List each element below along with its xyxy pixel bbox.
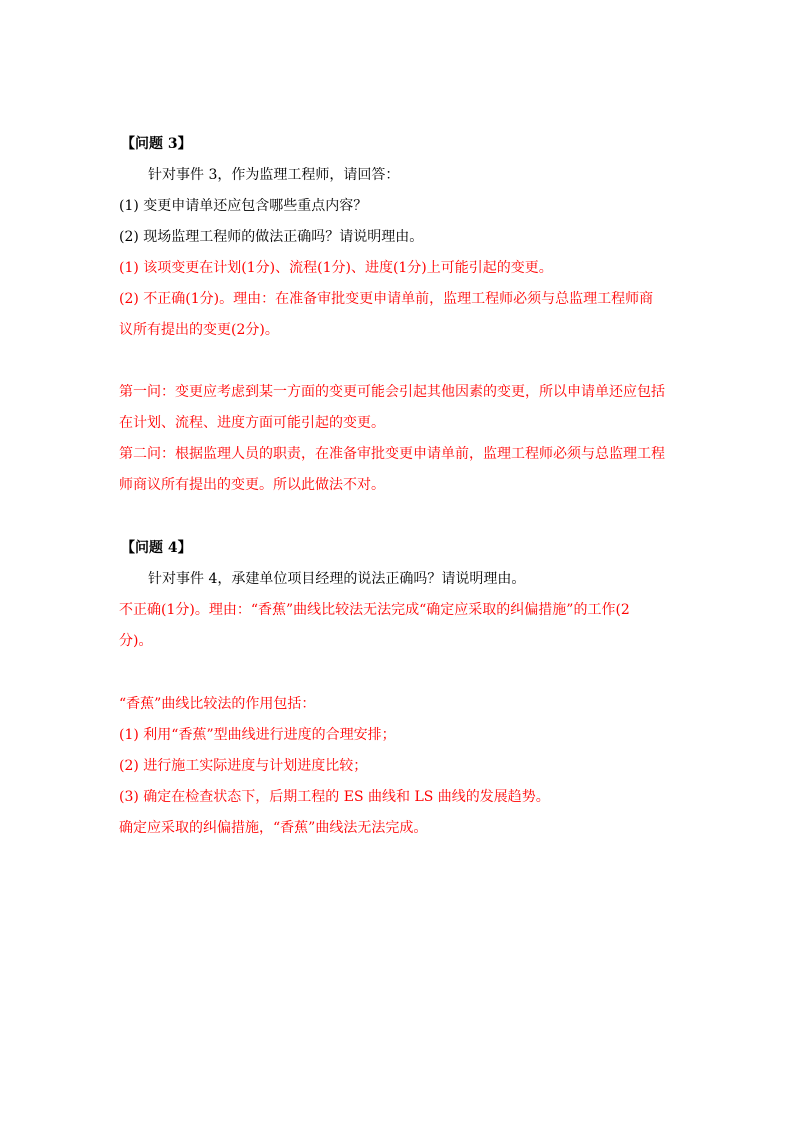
question-3-prompt: 针对事件 3，作为监理工程师，请回答： (148, 167, 400, 183)
question-4-list-item-2: (2) 进行施工实际进度与计划进度比较； (119, 758, 368, 774)
question-3-explanation-1-line-2: 在计划、流程、进度方面可能引起的变更。 (119, 415, 385, 431)
question-3-sub-question-2: (2) 现场监理工程师的做法正确吗？请说明理由。 (119, 229, 424, 245)
question-3-sub-question-1: (1) 变更申请单还应包含哪些重点内容？ (119, 198, 368, 214)
question-3-explanation-2-line-1: 第二问：根据监理人员的职责，在准备审批变更申请单前，监理工程师必须与总监理工程 (119, 446, 665, 462)
question-3-heading: 【问题 3】 (121, 136, 192, 152)
question-4-list-item-3: (3) 确定在检查状态下，后期工程的 ES 曲线和 LS 曲线的发展趋势。 (119, 789, 550, 805)
question-3-explanation-1-line-1: 第一问：变更应考虑到某一方面的变更可能会引起其他因素的变更，所以申请单还应包括 (119, 384, 665, 400)
question-3-answer-2-line-2: 议所有提出的变更(2分)。 (119, 322, 279, 338)
question-4-answer-line-1: 不正确(1分)。理由：“香蕉”曲线比较法无法完成“确定应采取的纠偏措施”的工作(2 (119, 602, 630, 618)
question-4-answer-line-2: 分)。 (119, 633, 153, 649)
question-4-conclusion: 确定应采取的纠偏措施，“香蕉”曲线法无法完成。 (119, 820, 428, 836)
question-4-list-item-1: (1) 利用“香蕉”型曲线进行进度的合理安排； (119, 727, 396, 743)
question-4-explanation-intro: “香蕉”曲线比较法的作用包括： (119, 696, 316, 712)
question-4-heading: 【问题 4】 (121, 540, 192, 556)
question-3-explanation-2-line-2: 师商议所有提出的变更。所以此做法不对。 (119, 477, 385, 493)
question-4-prompt: 针对事件 4，承建单位项目经理的说法正确吗？请说明理由。 (148, 571, 526, 587)
question-3-answer-1: (1) 该项变更在计划(1分)、流程(1分)、进度(1分)上可能引起的变更。 (119, 260, 553, 276)
question-3-answer-2-line-1: (2) 不正确(1分)。理由：在准备审批变更申请单前，监理工程师必须与总监理工程师商 (119, 291, 654, 307)
